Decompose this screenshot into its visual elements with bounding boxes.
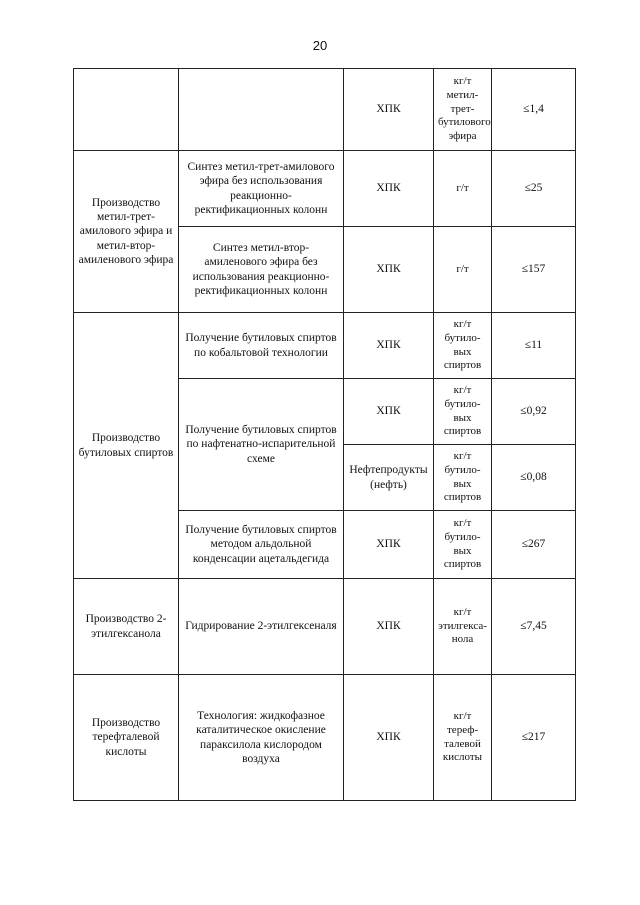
value-cell: ≤11 — [492, 313, 576, 379]
value-cell: ≤1,4 — [492, 69, 576, 151]
unit-cell: г/т — [434, 151, 492, 227]
unit-cell: кг/т метил-трет-бутилового эфира — [434, 69, 492, 151]
unit-cell: кг/т тереф-талевой кислоты — [434, 675, 492, 801]
value-cell: ≤157 — [492, 227, 576, 313]
process-cell: Гидрирование 2-этилгексеналя — [179, 579, 344, 675]
value-cell: ≤267 — [492, 511, 576, 579]
indicator-cell: ХПК — [344, 227, 434, 313]
unit-cell: г/т — [434, 227, 492, 313]
unit-cell: кг/т бутило-вых спиртов — [434, 313, 492, 379]
indicator-cell: ХПК — [344, 675, 434, 801]
unit-cell: кг/т этилгекса-нола — [434, 579, 492, 675]
table-row — [74, 151, 576, 227]
process-cell: Получение бутиловых спиртов методом альдольной конденсации ацетальдегида — [179, 511, 344, 579]
production-cell: Производство метил-трет-амилового эфира и метил-втор-амиленового эфира — [74, 151, 179, 313]
production-cell: Производство бутиловых спиртов — [74, 313, 179, 579]
indicator-cell: ХПК — [344, 379, 434, 445]
production-cell: Производство 2-этилгексанола — [74, 579, 179, 675]
indicator-cell: ХПК — [344, 151, 434, 227]
value-cell: ≤25 — [492, 151, 576, 227]
unit-cell: кг/т бутило-вых спиртов — [434, 511, 492, 579]
page-number: 20 — [312, 38, 328, 53]
table-row — [74, 313, 576, 379]
production-cell — [74, 69, 179, 151]
value-cell: ≤217 — [492, 675, 576, 801]
emission-table — [73, 68, 576, 801]
process-cell: Синтез метил-трет-амилового эфира без использования реакционно-ректификационных колонн — [179, 151, 344, 227]
indicator-cell: ХПК — [344, 313, 434, 379]
value-cell: ≤0,08 — [492, 445, 576, 511]
indicator-cell: ХПК — [344, 511, 434, 579]
process-cell: Технология: жидкофазное каталитическое окисление параксилола кислородом воздуха — [179, 675, 344, 801]
table-row — [74, 675, 576, 801]
unit-cell: кг/т бутило-вых спиртов — [434, 445, 492, 511]
process-cell — [179, 69, 344, 151]
value-cell: ≤7,45 — [492, 579, 576, 675]
process-cell: Получение бутиловых спиртов по кобальтовой технологии — [179, 313, 344, 379]
process-cell: Получение бутиловых спиртов по нафтенатно-испарительной схеме — [179, 379, 344, 511]
table-row — [74, 69, 576, 151]
unit-cell: кг/т бутило-вых спиртов — [434, 379, 492, 445]
indicator-cell: ХПК — [344, 579, 434, 675]
indicator-cell: ХПК — [344, 69, 434, 151]
production-cell: Производство терефталевой кислоты — [74, 675, 179, 801]
value-cell: ≤0,92 — [492, 379, 576, 445]
process-cell: Синтез метил-втор-амиленового эфира без использования реакционно-ректификационных колонн — [179, 227, 344, 313]
indicator-cell: Нефтепродукты (нефть) — [344, 445, 434, 511]
table-row — [74, 579, 576, 675]
